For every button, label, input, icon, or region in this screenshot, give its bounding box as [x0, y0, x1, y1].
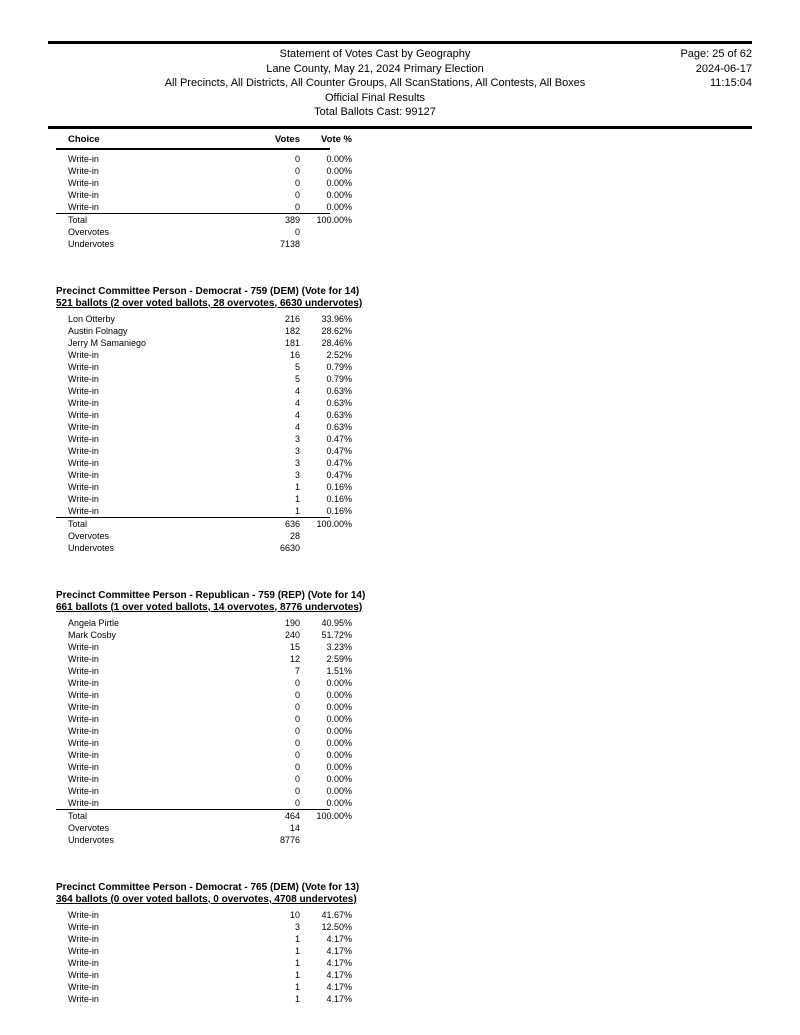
- row-choice: Write-in: [68, 421, 99, 432]
- row-pct: 0.47%: [326, 457, 352, 468]
- row-choice: Write-in: [68, 981, 99, 992]
- candidate-row: [56, 313, 352, 325]
- row-pct: 1.51%: [326, 665, 352, 676]
- candidate-row: [56, 397, 352, 409]
- candidate-row: [56, 785, 352, 797]
- row-votes: 15: [289, 641, 300, 652]
- candidate-row: [56, 969, 352, 981]
- row-choice: Write-in: [68, 397, 99, 408]
- report-status: Official Final Results: [324, 91, 426, 104]
- table-column-header: [56, 134, 352, 146]
- row-choice: Write-in: [68, 749, 99, 760]
- row-pct: 4.17%: [326, 993, 352, 1004]
- row-votes: 3: [294, 433, 300, 444]
- row-pct: [300, 542, 352, 554]
- candidate-row: [56, 945, 352, 957]
- row-choice: Austin Folnagy: [68, 325, 128, 336]
- column-pct-label: Vote %: [321, 133, 352, 145]
- contest-section: [0, 590, 800, 846]
- row-pct: 0.00%: [326, 153, 352, 164]
- row-votes: 0: [294, 737, 300, 748]
- row-choice: Write-in: [68, 725, 99, 736]
- candidate-row: [56, 921, 352, 933]
- row-pct: 0.00%: [326, 773, 352, 784]
- candidate-row: [56, 201, 352, 213]
- row-pct: 0.00%: [326, 713, 352, 724]
- row-choice: Overvotes: [68, 226, 110, 237]
- row-votes: 0: [294, 785, 300, 796]
- row-pct: 100.00%: [316, 810, 352, 821]
- header-bottom-rule: [48, 126, 752, 129]
- report-scope: All Precincts, All Districts, All Counter Groups, All ScanStations, All Contests, All Boxes: [164, 77, 586, 89]
- row-votes: 0: [294, 713, 300, 724]
- row-votes: 28: [289, 530, 300, 541]
- row-votes: 3: [294, 469, 300, 480]
- row-votes: 0: [294, 201, 300, 212]
- undervotes-row: [56, 542, 352, 554]
- row-votes: 1: [294, 981, 300, 992]
- row-votes: 1: [294, 993, 300, 1004]
- row-pct: 0.79%: [326, 361, 352, 372]
- row-pct: 100.00%: [316, 518, 352, 529]
- row-pct: 0.00%: [326, 737, 352, 748]
- row-pct: 0.47%: [326, 445, 352, 456]
- row-choice: Write-in: [68, 677, 99, 688]
- row-votes: 0: [294, 797, 300, 808]
- page-number: Page: 25 of 62: [680, 48, 752, 60]
- row-pct: 0.00%: [326, 189, 352, 200]
- row-votes: 0: [294, 725, 300, 736]
- candidate-row: [56, 373, 352, 385]
- row-pct: 0.16%: [326, 505, 352, 516]
- row-votes: 0: [294, 689, 300, 700]
- row-pct: 4.17%: [326, 981, 352, 992]
- row-choice: Write-in: [68, 773, 99, 784]
- row-votes: 1: [294, 933, 300, 944]
- row-votes: 4: [294, 385, 300, 396]
- row-choice: Total: [68, 810, 88, 821]
- row-votes: 3: [294, 457, 300, 468]
- row-votes: 1: [294, 481, 300, 492]
- undervotes-row: [56, 238, 352, 250]
- header-center-block: [48, 47, 702, 120]
- row-pct: 4.17%: [326, 945, 352, 956]
- row-votes: 1: [294, 493, 300, 504]
- row-pct: 0.00%: [326, 701, 352, 712]
- row-votes: 7: [294, 665, 300, 676]
- row-choice: Write-in: [68, 505, 99, 516]
- candidate-row: [56, 653, 352, 665]
- row-choice: Write-in: [68, 701, 99, 712]
- candidate-row: [56, 469, 352, 481]
- row-pct: 0.63%: [326, 397, 352, 408]
- row-pct: 0.63%: [326, 409, 352, 420]
- row-pct: 40.95%: [321, 617, 352, 628]
- row-choice: Write-in: [68, 713, 99, 724]
- candidate-row: [56, 481, 352, 493]
- row-votes: 10: [289, 909, 300, 920]
- candidate-row: [56, 701, 352, 713]
- row-choice: Write-in: [68, 201, 99, 212]
- row-pct: 41.67%: [321, 909, 352, 920]
- candidate-row: [56, 385, 352, 397]
- candidate-row: [56, 617, 352, 629]
- row-choice: Write-in: [68, 761, 99, 772]
- row-choice: Write-in: [68, 653, 99, 664]
- row-choice: Write-in: [68, 349, 99, 360]
- row-choice: Total: [68, 214, 88, 225]
- row-votes: 12: [289, 653, 300, 664]
- row-votes: 182: [284, 325, 300, 336]
- row-choice: Undervotes: [68, 238, 115, 249]
- row-pct: 0.00%: [326, 689, 352, 700]
- row-votes: 216: [284, 313, 300, 324]
- row-choice: Write-in: [68, 785, 99, 796]
- candidate-row: [56, 993, 352, 1005]
- contest-section: [0, 153, 800, 250]
- candidate-row: [56, 337, 352, 349]
- candidate-row: [56, 725, 352, 737]
- row-choice: Write-in: [68, 177, 99, 188]
- row-choice: Write-in: [68, 433, 99, 444]
- candidate-row: [56, 153, 352, 165]
- candidate-row: [56, 629, 352, 641]
- row-pct: 0.00%: [326, 761, 352, 772]
- row-votes: 636: [284, 518, 300, 529]
- report-date: 2024-06-17: [695, 62, 752, 75]
- row-votes: 5: [294, 361, 300, 372]
- row-votes: 8776: [279, 834, 300, 845]
- candidate-row: [56, 445, 352, 457]
- row-pct: 4.17%: [326, 969, 352, 980]
- row-choice: Undervotes: [68, 834, 115, 845]
- candidate-row: [56, 933, 352, 945]
- row-votes: 0: [294, 749, 300, 760]
- row-choice: Write-in: [68, 469, 99, 480]
- row-votes: 0: [294, 189, 300, 200]
- row-pct: 3.23%: [326, 641, 352, 652]
- row-votes: 3: [294, 445, 300, 456]
- row-choice: Write-in: [68, 921, 99, 932]
- row-pct: [300, 226, 352, 238]
- row-pct: 0.00%: [326, 725, 352, 736]
- row-choice: Write-in: [68, 641, 99, 652]
- row-choice: Write-in: [68, 481, 99, 492]
- report-time: 11:15:04: [709, 77, 752, 89]
- candidate-row: [56, 165, 352, 177]
- row-pct: 28.46%: [321, 337, 352, 348]
- candidate-row: [56, 349, 352, 361]
- row-votes: 4: [294, 421, 300, 432]
- row-pct: 0.00%: [326, 165, 352, 176]
- row-votes: 14: [289, 822, 300, 833]
- row-choice: Write-in: [68, 165, 99, 176]
- row-votes: 7138: [279, 238, 300, 249]
- row-choice: Overvotes: [68, 530, 110, 541]
- undervotes-row: [56, 834, 352, 846]
- row-pct: 33.96%: [321, 313, 352, 324]
- column-choice-label: Choice: [68, 133, 100, 145]
- candidate-row: [56, 665, 352, 677]
- contest-ballots-summary: 521 ballots (2 over voted ballots, 28 overvotes, 6630 undervotes): [56, 297, 363, 309]
- row-votes: 0: [294, 153, 300, 164]
- row-choice: Write-in: [68, 957, 99, 968]
- row-votes: 4: [294, 409, 300, 420]
- contest-section: [0, 286, 800, 554]
- candidate-row: [56, 177, 352, 189]
- total-row: [56, 810, 352, 822]
- row-pct: [300, 238, 352, 250]
- row-choice: Angela Pirtle: [68, 617, 120, 628]
- row-votes: 0: [294, 226, 300, 237]
- row-votes: 3: [294, 921, 300, 932]
- row-choice: Write-in: [68, 373, 99, 384]
- row-pct: [300, 530, 352, 542]
- report-total-ballots: Total Ballots Cast: 99127: [314, 106, 436, 118]
- row-pct: 51.72%: [321, 629, 352, 640]
- row-pct: 0.47%: [326, 433, 352, 444]
- row-choice: Write-in: [68, 909, 99, 920]
- row-choice: Mark Cosby: [68, 629, 117, 640]
- row-pct: 0.00%: [326, 785, 352, 796]
- column-votes-label: Votes: [274, 133, 300, 145]
- row-choice: Write-in: [68, 189, 99, 200]
- report-title: Statement of Votes Cast by Geography: [279, 48, 471, 60]
- row-votes: 4: [294, 397, 300, 408]
- row-choice: Lon Otterby: [68, 313, 116, 324]
- total-row: [56, 518, 352, 530]
- row-votes: 0: [294, 773, 300, 784]
- row-pct: 0.16%: [326, 493, 352, 504]
- row-choice: Write-in: [68, 493, 99, 504]
- candidate-row: [56, 433, 352, 445]
- row-votes: 1: [294, 505, 300, 516]
- candidate-row: [56, 689, 352, 701]
- candidate-row: [56, 457, 352, 469]
- row-votes: 0: [294, 677, 300, 688]
- row-pct: [300, 822, 352, 834]
- row-pct: 0.63%: [326, 421, 352, 432]
- candidate-row: [56, 493, 352, 505]
- candidate-row: [56, 677, 352, 689]
- row-pct: 0.00%: [326, 797, 352, 808]
- contest-ballots-summary: 661 ballots (1 over voted ballots, 14 overvotes, 8776 undervotes): [56, 601, 363, 613]
- row-votes: 0: [294, 761, 300, 772]
- row-pct: 100.00%: [316, 214, 352, 225]
- row-choice: Write-in: [68, 737, 99, 748]
- row-votes: 16: [289, 349, 300, 360]
- row-pct: 0.00%: [326, 749, 352, 760]
- contest-title: Precinct Committee Person - Democrat - 759 (DEM) (Vote for 14): [56, 285, 360, 297]
- row-votes: 389: [284, 214, 300, 225]
- row-choice: Write-in: [68, 385, 99, 396]
- report-subtitle: Lane County, May 21, 2024 Primary Election: [266, 62, 484, 75]
- row-votes: 0: [294, 177, 300, 188]
- overvotes-row: [56, 530, 352, 542]
- row-choice: Write-in: [68, 933, 99, 944]
- candidate-row: [56, 641, 352, 653]
- row-choice: Write-in: [68, 361, 99, 372]
- row-pct: 0.16%: [326, 481, 352, 492]
- row-pct: [300, 834, 352, 846]
- overvotes-row: [56, 226, 352, 238]
- candidate-row: [56, 797, 352, 809]
- header-right-block: [680, 47, 752, 91]
- contest-title: Precinct Committee Person - Democrat - 765 (DEM) (Vote for 13): [56, 881, 360, 893]
- total-row: [56, 214, 352, 226]
- row-choice: Total: [68, 518, 88, 529]
- row-choice: Write-in: [68, 409, 99, 420]
- candidate-row: [56, 773, 352, 785]
- contest-ballots-summary: 364 ballots (0 over voted ballots, 0 overvotes, 4708 undervotes): [56, 893, 357, 905]
- row-votes: 6630: [279, 542, 300, 553]
- row-pct: 4.17%: [326, 957, 352, 968]
- contest-section: [0, 882, 800, 1005]
- row-choice: Write-in: [68, 153, 99, 164]
- candidate-row: [56, 361, 352, 373]
- row-votes: 464: [284, 810, 300, 821]
- candidate-row: [56, 761, 352, 773]
- row-pct: 0.47%: [326, 469, 352, 480]
- candidate-row: [56, 409, 352, 421]
- row-votes: 181: [284, 337, 300, 348]
- row-choice: Write-in: [68, 689, 99, 700]
- row-pct: 0.00%: [326, 177, 352, 188]
- row-choice: Write-in: [68, 945, 99, 956]
- row-votes: 1: [294, 957, 300, 968]
- row-choice: Jerry M Samaniego: [68, 337, 147, 348]
- candidate-row: [56, 421, 352, 433]
- candidate-row: [56, 981, 352, 993]
- row-choice: Overvotes: [68, 822, 110, 833]
- row-votes: 5: [294, 373, 300, 384]
- row-choice: Undervotes: [68, 542, 115, 553]
- row-pct: 12.50%: [321, 921, 352, 932]
- row-votes: 240: [284, 629, 300, 640]
- row-choice: Write-in: [68, 445, 99, 456]
- row-pct: 28.62%: [321, 325, 352, 336]
- candidate-row: [56, 189, 352, 201]
- row-choice: Write-in: [68, 969, 99, 980]
- candidate-row: [56, 737, 352, 749]
- row-votes: 1: [294, 945, 300, 956]
- candidate-row: [56, 749, 352, 761]
- row-pct: 2.52%: [326, 349, 352, 360]
- contest-sections: [0, 153, 800, 1005]
- report-header: [0, 44, 800, 126]
- row-choice: Write-in: [68, 665, 99, 676]
- row-pct: 4.17%: [326, 933, 352, 944]
- contest-title: Precinct Committee Person - Republican - 759 (REP) (Vote for 14): [56, 589, 366, 601]
- row-votes: 1: [294, 969, 300, 980]
- row-pct: 0.79%: [326, 373, 352, 384]
- row-choice: Write-in: [68, 797, 99, 808]
- row-pct: 2.59%: [326, 653, 352, 664]
- row-choice: Write-in: [68, 993, 99, 1004]
- column-header-underline: [56, 148, 330, 150]
- row-pct: 0.00%: [326, 201, 352, 212]
- row-pct: 0.00%: [326, 677, 352, 688]
- candidate-row: [56, 957, 352, 969]
- row-choice: Write-in: [68, 457, 99, 468]
- candidate-row: [56, 909, 352, 921]
- row-pct: 0.63%: [326, 385, 352, 396]
- candidate-row: [56, 505, 352, 517]
- row-votes: 0: [294, 165, 300, 176]
- overvotes-row: [56, 822, 352, 834]
- candidate-row: [56, 713, 352, 725]
- row-votes: 190: [284, 617, 300, 628]
- candidate-row: [56, 325, 352, 337]
- row-votes: 0: [294, 701, 300, 712]
